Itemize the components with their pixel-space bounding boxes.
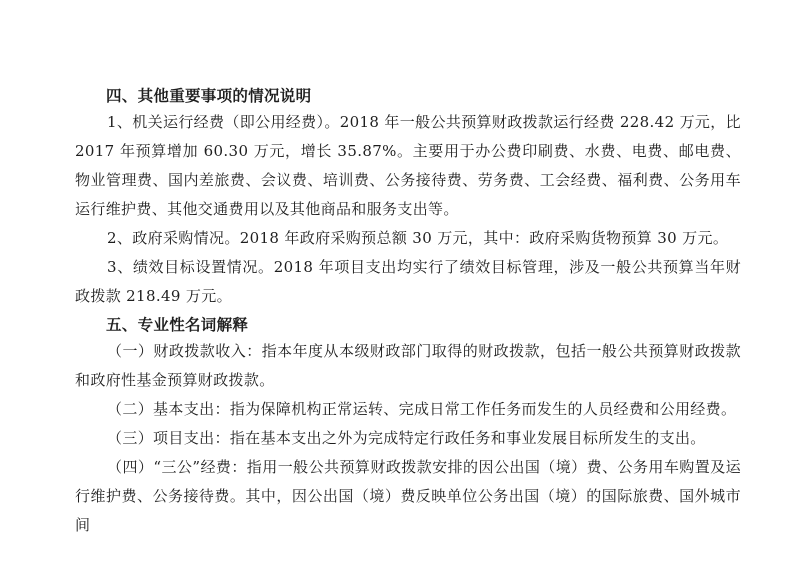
paragraph-term-basic-expenditure: （二）基本支出：指为保障机构正常运转、完成日常工作任务而发生的人员经费和公用经费。 [107, 400, 737, 418]
section-heading-other-matters: 四、其他重要事项的情况说明 [106, 87, 312, 105]
paragraph-performance-targets: 3、绩效目标设置情况。2018 年项目支出均实行了绩效目标管理，涉及一般公共预算当年财政拨款 218.49 万元。 [75, 258, 741, 305]
paragraph-government-procurement: 2、政府采购情况。2018 年政府采购预总额 30 万元，其中：政府采购货物预算 30 万元。 [107, 229, 729, 247]
section-heading-terminology: 五、专业性名词解释 [106, 316, 249, 334]
paragraph-operating-expenses: 1、机关运行经费（即公用经费）。2018 年一般公共预算财政拨款运行经费 228.42 万元，比 2017 年预算增加 60.30 万元，增长 35.87%。主要用于办公费印刷费、水费、电费、邮电费、物业管理费、国内差旅费、会议费、培训费、公务接待费、劳务费、工会经费、福利费、公务用车运行维护费、其他交通费用以及其他商品和服务支出等。 [75, 113, 741, 218]
paragraph-term-fiscal-appropriation: （一）财政拨款收入：指本年度从本级财政部门取得的财政拨款，包括一般公共预算财政拨款和政府性基金预算财政拨款。 [75, 342, 741, 389]
paragraph-term-three-public-expenses: （四）“三公”经费：指用一般公共预算财政拨款安排的因公出国（境）费、公务用车购置及运行维护费、公务接待费。其中，因公出国（境）费反映单位公务出国（境）的国际旅费、国外城市间 [75, 458, 741, 534]
paragraph-term-project-expenditure: （三）项目支出：指在基本支出之外为完成特定行政任务和事业发展目标所发生的支出。 [107, 429, 706, 447]
